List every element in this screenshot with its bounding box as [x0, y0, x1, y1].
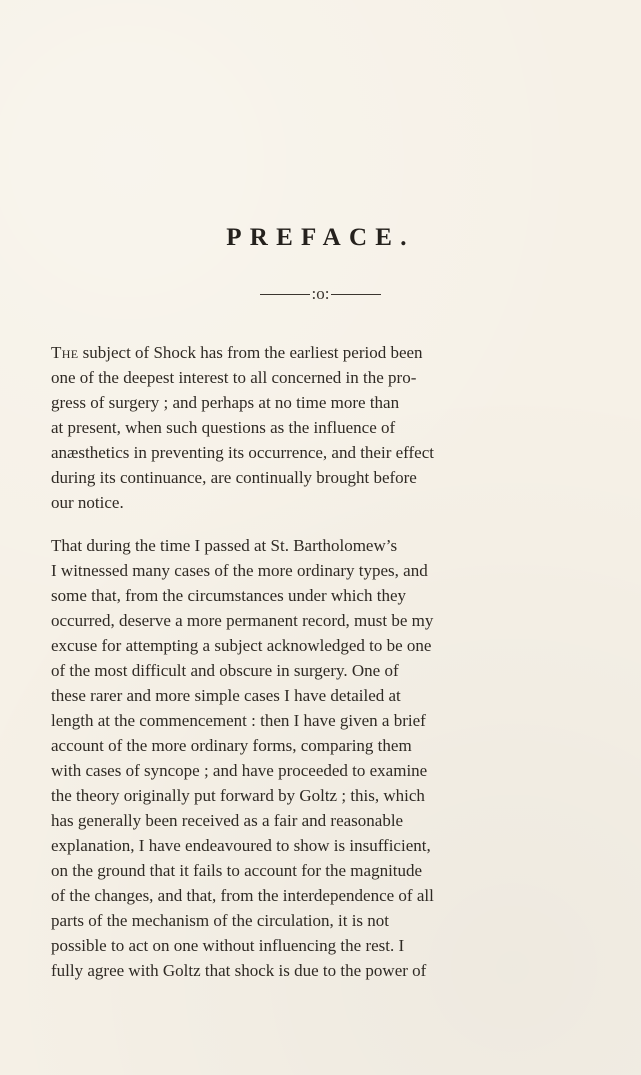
paragraph-2-line-14: on the ground that it fails to account for the magnitude [51, 861, 423, 880]
paragraph-1 [51, 340, 571, 515]
preface-body [51, 340, 571, 983]
paragraph-2-line-9: account of the more ordinary forms, comparing them [51, 736, 412, 755]
paragraph-1-line-7: our notice. [51, 493, 124, 512]
paragraph-2-line-16: parts of the mechanism of the circulation, it is not [51, 911, 390, 930]
paragraph-1-line-1 [51, 340, 571, 365]
divider-mark: :o: [311, 284, 330, 303]
paragraph-1-line-4: at present, when such questions as the influence of [51, 418, 396, 437]
paragraph-1-line-2: one of the deepest interest to all concerned in the pro- [51, 368, 417, 387]
divider-left-rule [260, 294, 310, 295]
paragraph-1-line-5: anæsthetics in preventing its occurrence, and their effect [51, 443, 434, 462]
paragraph-2-line-3: some that, from the circumstances under which they [51, 586, 406, 605]
paragraph-1-line-6: during its continuance, are continually brought before [51, 468, 417, 487]
paragraph-1-lead-word: The [51, 343, 79, 362]
paragraph-2-line-18: fully agree with Goltz that shock is due to the power of [51, 961, 427, 980]
paragraph-2-line-2: I witnessed many cases of the more ordinary types, and [51, 561, 428, 580]
divider-right-rule [331, 294, 381, 295]
paragraph-2-line-5: excuse for attempting a subject acknowledged to be one [51, 636, 432, 655]
paragraph-2-line-13: explanation, I have endeavoured to show is insufficient, [51, 836, 431, 855]
paragraph-2-line-11: the theory originally put forward by Goltz ; this, which [51, 786, 425, 805]
page-title: PREFACE. [226, 224, 415, 251]
section-divider [0, 286, 641, 303]
paragraph-2-line-17: possible to act on one without influencing the rest. I [51, 936, 405, 955]
paragraph-2-line-12: has generally been received as a fair and reasonable [51, 811, 404, 830]
paragraph-2-line-4: occurred, deserve a more permanent record, must be my [51, 611, 434, 630]
paragraph-1-line-1-text: subject of Shock has from the earliest period been [82, 343, 423, 362]
paragraph-2-line-1: That during the time I passed at St. Bartholomew’s [51, 536, 398, 555]
paragraph-2 [51, 533, 571, 983]
paragraph-2-line-7: these rarer and more simple cases I have detailed at [51, 686, 401, 705]
paragraph-2-line-15: of the changes, and that, from the interdependence of all [51, 886, 434, 905]
paragraph-2-line-8: length at the commencement : then I have given a brief [51, 711, 426, 730]
paragraph-2-line-6: of the most difficult and obscure in surgery. One of [51, 661, 399, 680]
paragraph-2-line-10: with cases of syncope ; and have proceeded to examine [51, 761, 428, 780]
paragraph-1-line-3: gress of surgery ; and perhaps at no time more than [51, 393, 400, 412]
